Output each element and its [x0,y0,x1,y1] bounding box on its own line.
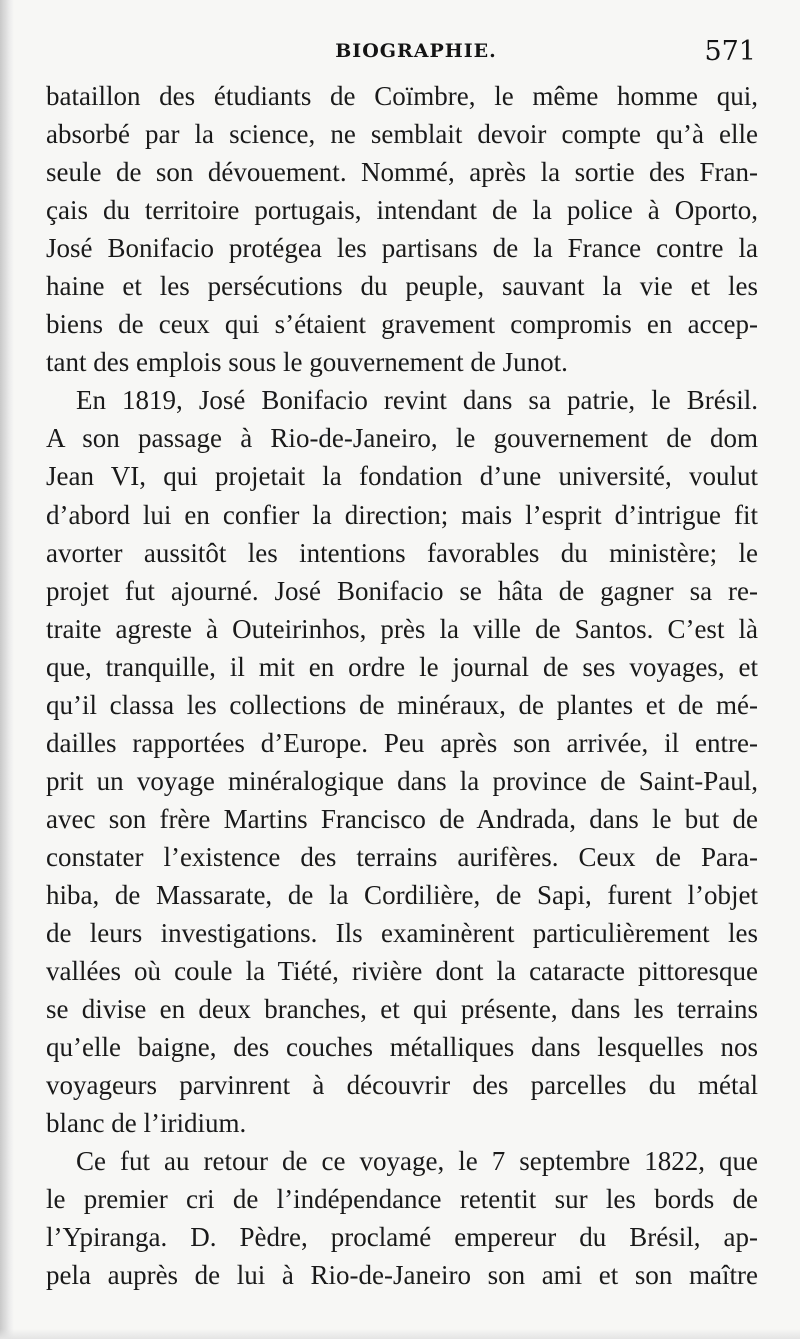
text-line: hiba, de Massarate, de la Cordilière, de Sapi, furent l’objet [46,879,758,910]
text-line: En 1819, José Bonifacio revint dans sa patrie, le Brésil. [76,385,758,416]
text-line: projet fut ajourné. José Bonifacio se hâta de gagner sa re- [46,575,758,606]
page-number: 571 [704,36,756,67]
text-line: d’abord lui en confier la direction; mais l’esprit d’intrigue fit [46,499,758,530]
text-line: vallées où coule la Tiété, rivière dont la cataracte pittoresque [46,956,758,987]
text-line: voyageurs parvinrent à découvrir des parcelles du métal [46,1070,758,1101]
body-text [46,77,758,1295]
text-line: dailles rapportées d’Europe. Peu après son arrivée, il entre- [46,727,758,758]
page-gutter-shadow [0,0,14,1339]
text-line: qu’elle baigne, des couches métalliques dans lesquelles nos [46,1032,758,1063]
text-line: avorter aussitôt les intentions favorables du ministère; le [46,537,758,568]
text-line: biens de ceux qui s’étaient gravement compromis en accep- [46,309,758,340]
text-line: blanc de l’iridium. [46,1108,247,1139]
text-line: le premier cri de l’indépendance retentit sur les bords de [46,1184,758,1215]
text-line: çais du territoire portugais, intendant de la police à Oporto, [46,195,758,226]
text-line: bataillon des étudiants de Coïmbre, le même homme qui, [46,81,758,111]
text-line: se divise en deux branches, et qui présente, dans les terrains [46,994,758,1025]
text-line: que, tranquille, il mit en ordre le journal de ses voyages, et [46,651,758,682]
text-line: l’Ypiranga. D. Pèdre, proclamé empereur du Brésil, ap- [46,1222,758,1253]
text-line: Jean VI, qui projetait la fondation d’une université, voulut [46,461,758,492]
text-line: A son passage à Rio-de-Janeiro, le gouvernement de dom [46,423,758,454]
text-line: haine et les persécutions du peuple, sauvant la vie et les [46,271,758,302]
text-line: pela auprès de lui à Rio-de-Janeiro son ami et son maître [46,1260,758,1291]
text-line: absorbé par la science, ne semblait devoir compte qu’à elle [46,119,758,150]
text-line: Ce fut au retour de ce voyage, le 7 septembre 1822, que [76,1146,758,1177]
text-line: prit un voyage minéralogique dans la province de Saint-Paul, [46,765,758,796]
text-line: de leurs investigations. Ils examinèrent particulièrement les [46,918,758,949]
page-header [46,36,756,76]
text-line: constater l’existence des terrains aurifères. Ceux de Para- [46,841,758,872]
page-bottom-edge [0,1329,800,1339]
text-line: seule de son dévouement. Nommé, après la sortie des Fran- [46,157,758,188]
text-line: avec son frère Martins Francisco de Andrada, dans le but de [46,803,758,834]
text-line: José Bonifacio protégea les partisans de la France contre la [46,233,758,264]
text-line: qu’il classa les collections de minéraux, de plantes et de mé- [46,689,758,720]
text-line: tant des emplois sous le gouvernement de Junot. [46,347,568,378]
running-title: BIOGRAPHIE. [335,40,497,62]
text-line: traite agreste à Outeirinhos, près la ville de Santos. C’est là [46,613,758,644]
